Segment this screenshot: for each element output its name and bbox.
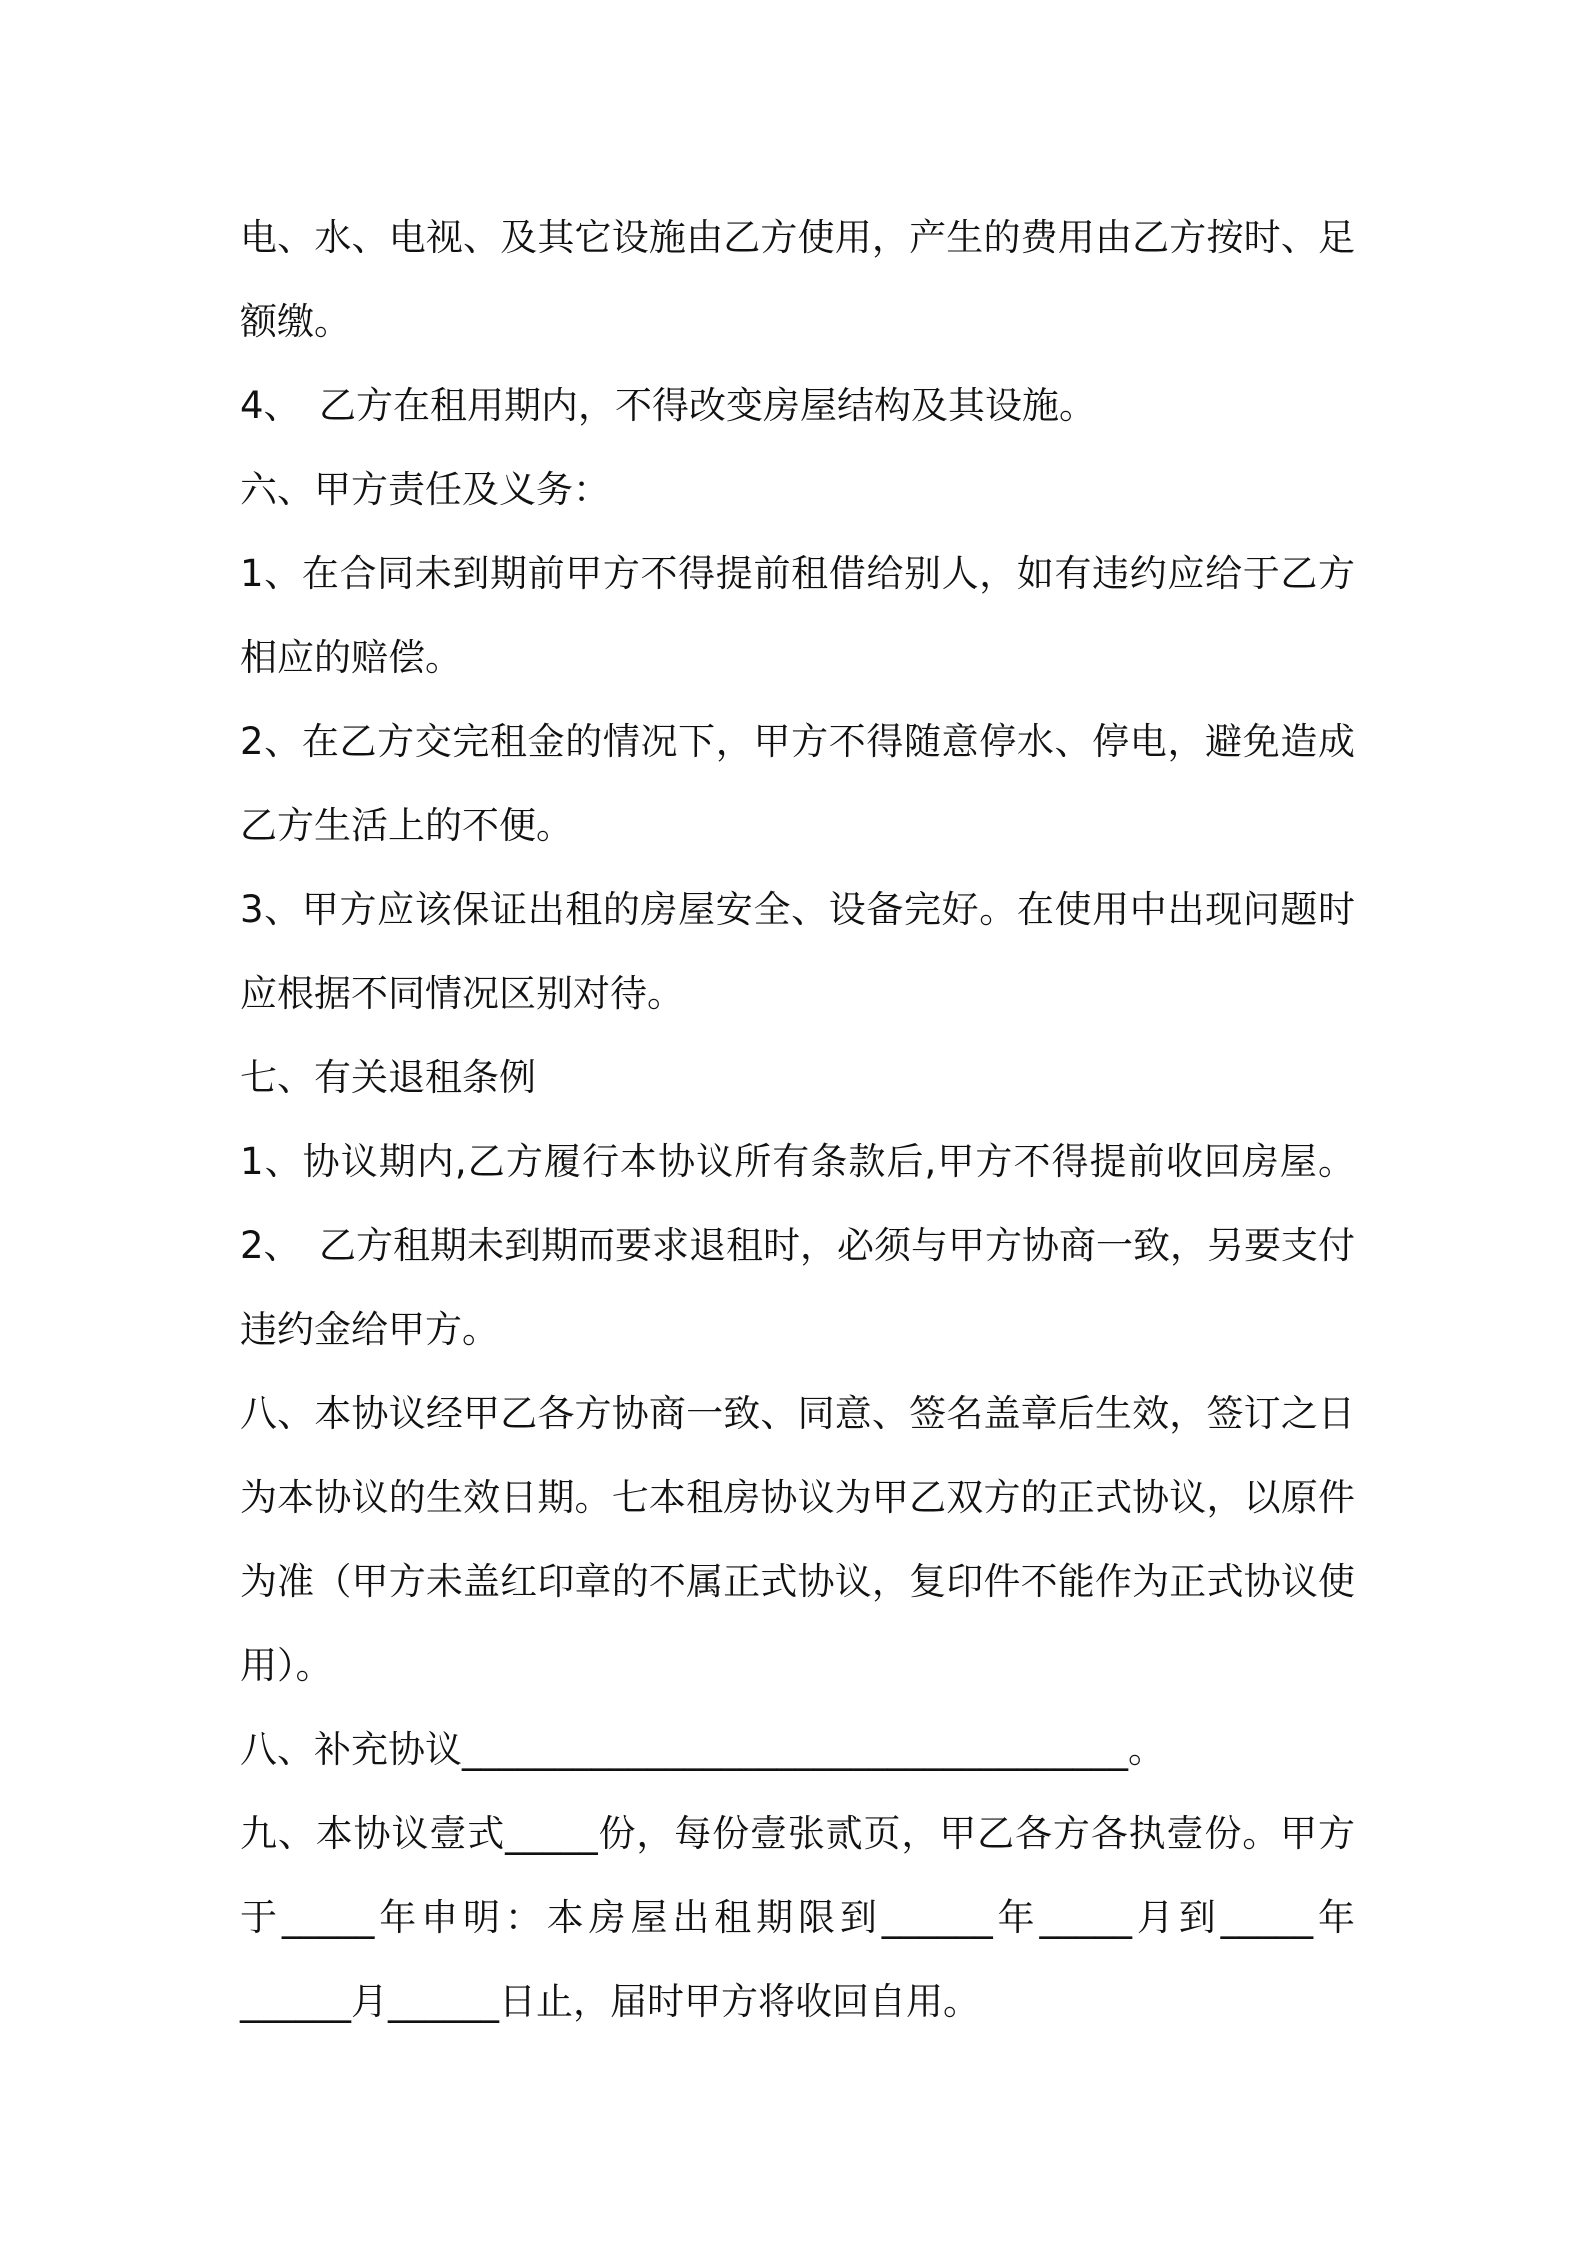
text-line: 4、 乙方在租用期内，不得改变房屋结构及其设施。 (240, 384, 1097, 427)
text-line: 八、本协议经甲乙各方协商一致、同意、签名盖章后生效，签订之日 (240, 1392, 1355, 1435)
text-line: 于_____年申明：本房屋出租期限到______年_____月到_____年 (240, 1896, 1355, 1939)
text-line: 违约金给甲方。 (240, 1308, 499, 1351)
text-line: 1、协议期内,乙方履行本协议所有条款后,甲方不得提前收回房屋。 (240, 1140, 1355, 1183)
text-line: 1、在合同未到期前甲方不得提前租借给别人，如有违约应给于乙方 (240, 552, 1355, 595)
text-line: 3、甲方应该保证出租的房屋安全、设备完好。在使用中出现问题时 (240, 888, 1355, 931)
text-line: 八、补充协议____________________________________。 (240, 1728, 1165, 1771)
text-line: ______月______日止，届时甲方将收回自用。 (240, 1980, 980, 2023)
text-line: 九、本协议壹式_____份，每份壹张贰页，甲乙各方各执壹份。甲方 (240, 1812, 1355, 1855)
text-line: 应根据不同情况区别对待。 (240, 972, 684, 1015)
text-line: 电、水、电视、及其它设施由乙方使用，产生的费用由乙方按时、足 (240, 216, 1355, 259)
text-line: 乙方生活上的不便。 (240, 804, 573, 847)
text-line: 2、 乙方租期未到期而要求退租时，必须与甲方协商一致，另要支付 (240, 1224, 1356, 1267)
text-line: 为准（甲方未盖红印章的不属正式协议，复印件不能作为正式协议使 (240, 1560, 1355, 1603)
text-line: 2、在乙方交完租金的情况下，甲方不得随意停水、停电，避免造成 (240, 720, 1355, 763)
section-heading: 七、有关退租条例 (240, 1056, 536, 1099)
text-line: 用）。 (240, 1644, 333, 1687)
text-line: 额缴。 (240, 300, 351, 343)
document-page (240, 196, 1355, 2044)
text-line: 为本协议的生效日期。七本租房协议为甲乙双方的正式协议，以原件 (240, 1476, 1355, 1519)
section-heading: 六、甲方责任及义务： (240, 468, 610, 511)
text-line: 相应的赔偿。 (240, 636, 462, 679)
